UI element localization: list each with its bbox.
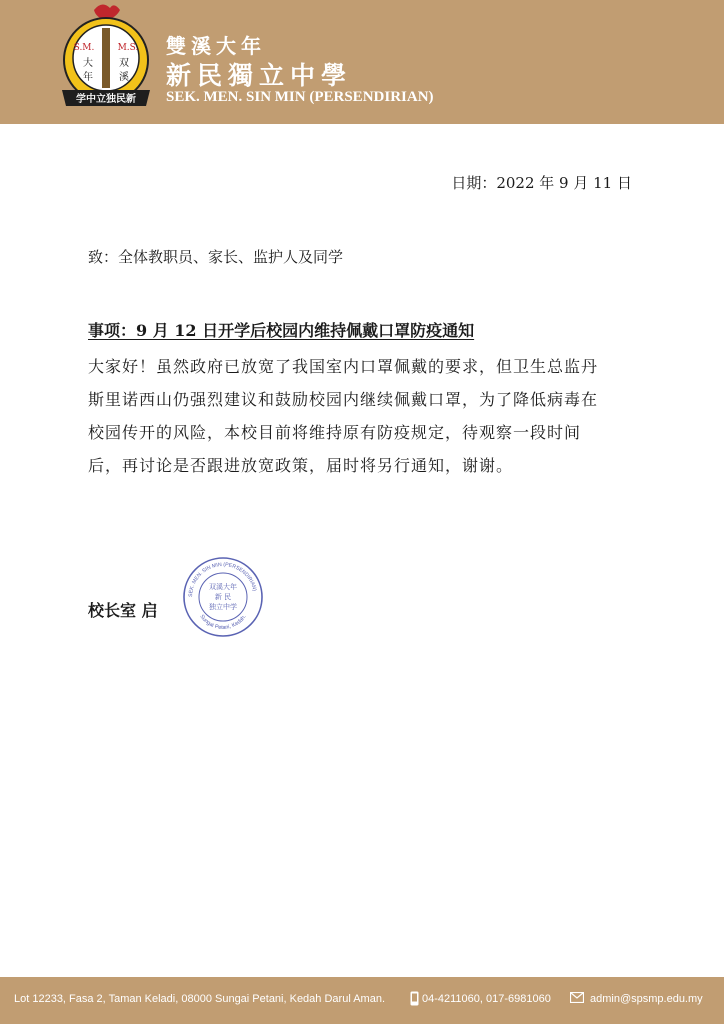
body-line: 斯里诺西山仍强烈建议和鼓励校园内继续佩戴口罩，为了降低病毒在: [88, 390, 599, 409]
stamp-center-line: 双溪大年: [209, 583, 237, 591]
stamp-bottom-text: Sungai Petani, Kedah.: [198, 613, 248, 632]
school-logo: [56, 2, 156, 114]
school-name-english: SEK. MEN. SIN MIN (PERSENDIRIAN): [166, 89, 434, 105]
footer-address: Lot 12233, Fasa 2, Taman Keladi, 08000 Sungai Petani, Kedah Darul Aman.: [14, 993, 385, 1005]
official-stamp: [182, 556, 264, 638]
stamp-center-line: 独立中学: [209, 603, 237, 611]
logo-char-4: 溪: [119, 72, 129, 83]
footer-phone: 04-4211060, 017-6981060: [422, 993, 551, 1005]
stamp-ring-text: SEK. MEN. SIN MIN (PERSENDIRIAN): [187, 561, 258, 598]
logo-text-sm: S.M.: [73, 43, 95, 53]
svg-text:Sungai Petani, Kedah.: [198, 614, 248, 631]
body-line: 大家好！虽然政府已放宽了我国室内口罩佩戴的要求，但卫生总监丹: [88, 357, 599, 376]
stamp-center-line: 新 民: [214, 593, 232, 601]
body-line: 校园传开的风险，本校目前将维持原有防疫规定，待观察一段时间: [88, 423, 582, 442]
letter-subject: 事项：9 月 12 日开学后校园内维持佩戴口罩防疫通知: [88, 321, 475, 340]
logo-char-3: 双: [119, 58, 129, 69]
letter-signoff: 校长室 启: [88, 601, 158, 620]
letter-date: 日期：2022 年 9 月 11 日: [451, 174, 632, 192]
school-name-full: 新民獨立中學: [166, 61, 353, 90]
logo-text-ms: M.S.: [117, 43, 139, 53]
letterhead-banner: [0, 0, 724, 124]
phone-icon: [410, 991, 419, 1006]
logo-char-1: 大: [83, 58, 93, 69]
school-name-short: 雙溪大年: [166, 34, 266, 58]
email-icon: [570, 992, 584, 1003]
logo-char-2: 年: [83, 72, 93, 83]
logo-banner-text: 学中立独民新: [76, 94, 136, 105]
letter-body: [88, 350, 648, 482]
body-line: 后，再讨论是否跟进放宽政策，届时将另行通知，谢谢。: [88, 456, 514, 475]
letter-footer: [0, 977, 724, 1024]
letter-recipients: 致：全体教职员、家长、监护人及同学: [88, 248, 344, 266]
footer-email: admin@spsmp.edu.my: [590, 993, 703, 1005]
